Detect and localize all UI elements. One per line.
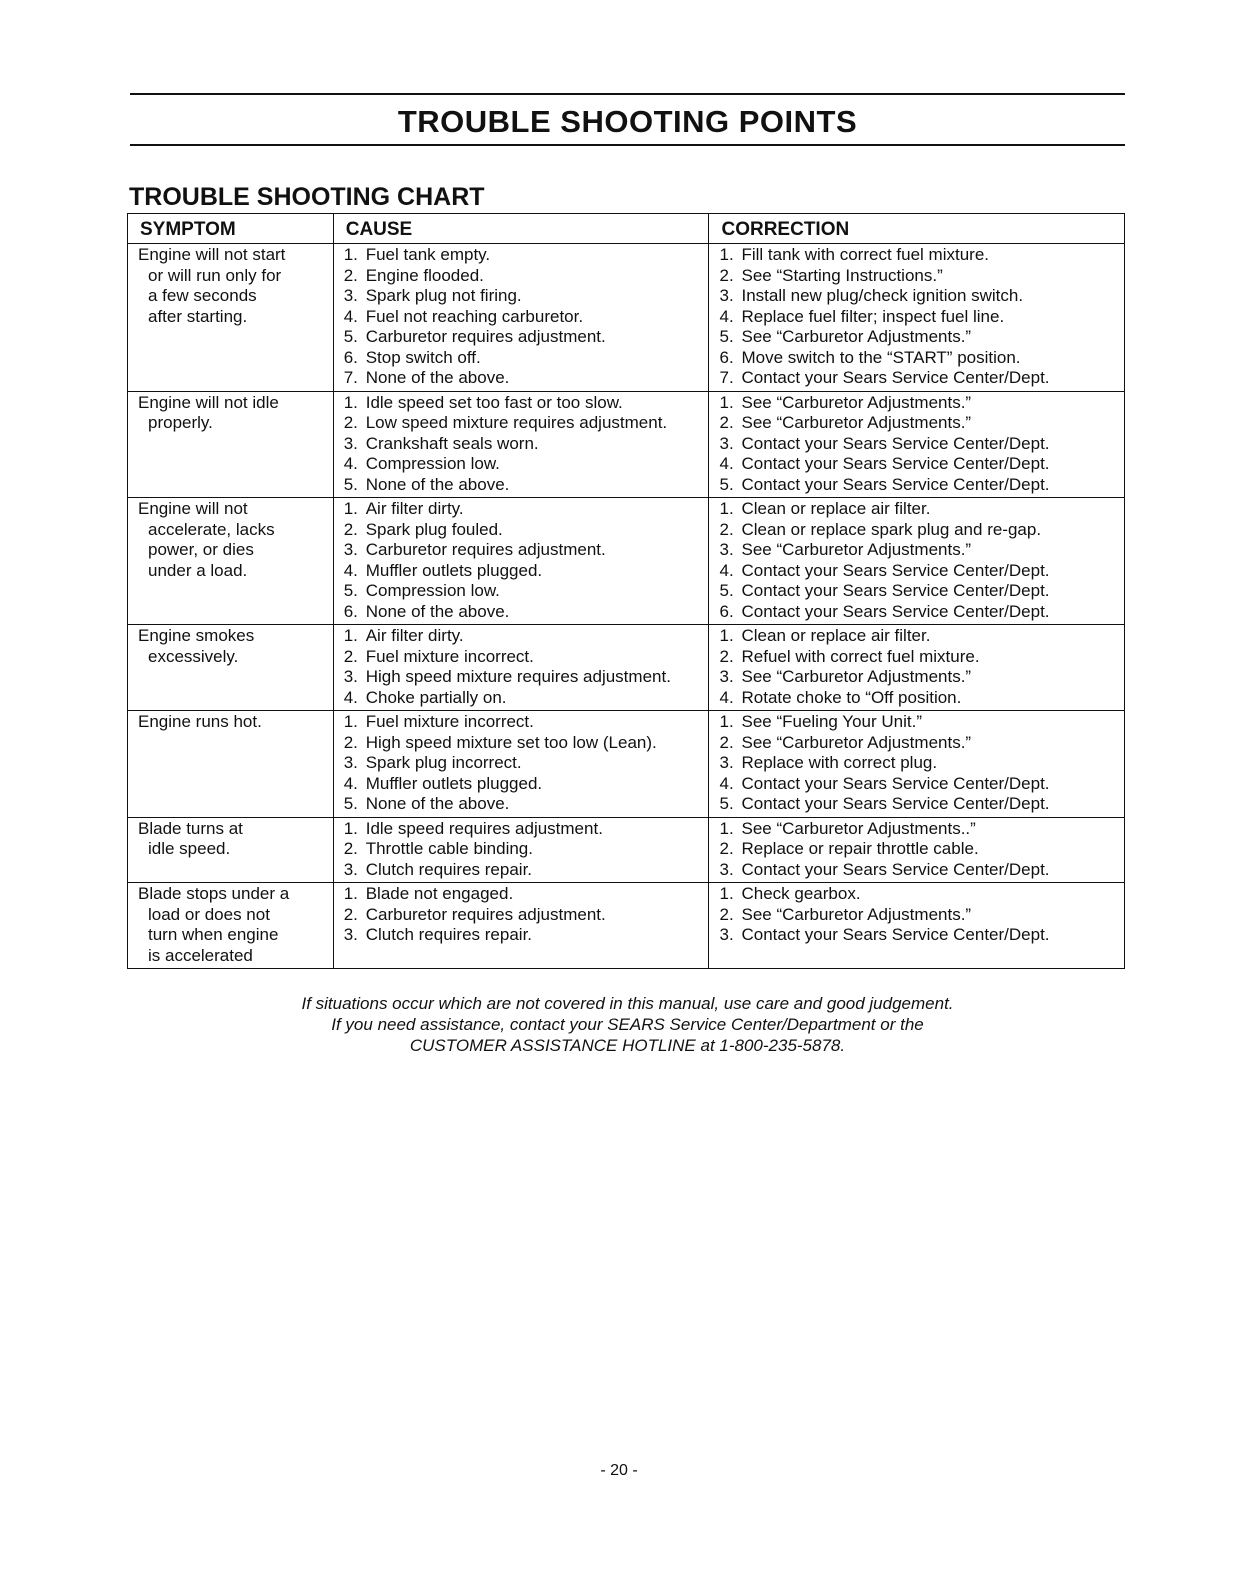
item-number: 5. xyxy=(719,474,734,494)
correction-item xyxy=(719,520,1114,541)
correction-text: Contact your Sears Service Center/Dept. xyxy=(741,859,1050,879)
correction-item xyxy=(719,348,1114,369)
column-header-symptom: SYMPTOM xyxy=(128,214,334,244)
correction-item xyxy=(719,286,1114,307)
correction-text: Move switch to the “START” position. xyxy=(741,347,1021,367)
correction-text: See “Carburetor Adjustments.” xyxy=(741,413,972,432)
chart-title: TROUBLE SHOOTING CHART xyxy=(129,183,485,211)
correction-item xyxy=(719,667,1114,688)
cause-text: Spark plug incorrect. xyxy=(365,753,522,772)
item-number: 2. xyxy=(719,265,734,285)
correction-cell xyxy=(709,883,1125,969)
cause-item xyxy=(344,266,699,287)
cause-text: None of the above. xyxy=(365,474,510,494)
table-row xyxy=(128,817,1125,883)
correction-text: Fill tank with correct fuel mixture. xyxy=(741,245,989,264)
item-number: 2. xyxy=(719,519,734,539)
symptom-cell xyxy=(128,391,334,498)
correction-cell xyxy=(709,391,1125,498)
symptom-line: Engine will not start xyxy=(138,245,286,264)
item-number: 6. xyxy=(343,601,358,621)
cause-cell xyxy=(333,625,709,711)
cause-text: Stop switch off. xyxy=(365,347,481,367)
item-number: 1. xyxy=(343,392,358,412)
column-header-correction: CORRECTION xyxy=(709,214,1125,244)
cause-text: Carburetor requires adjustment. xyxy=(365,327,606,346)
item-number: 1. xyxy=(719,245,734,264)
cause-item xyxy=(344,327,699,348)
cause-item xyxy=(344,794,699,815)
correction-item xyxy=(719,245,1114,266)
item-number: 3. xyxy=(719,859,734,879)
item-number: 5. xyxy=(343,474,358,494)
cause-item xyxy=(344,245,699,266)
cause-item xyxy=(344,475,699,496)
correction-item xyxy=(719,540,1114,561)
cause-text: Clutch requires repair. xyxy=(365,859,533,879)
cause-text: Choke partially on. xyxy=(365,687,507,707)
item-number: 1. xyxy=(719,884,734,903)
top-rule xyxy=(130,93,1125,95)
item-number: 1. xyxy=(343,712,358,731)
cause-text: Fuel mixture incorrect. xyxy=(365,646,534,666)
symptom-cell xyxy=(128,711,334,818)
cause-item xyxy=(344,884,699,905)
correction-text: See “Starting Instructions.” xyxy=(741,265,943,285)
symptom-line: load or does not xyxy=(148,904,270,924)
correction-cell xyxy=(709,625,1125,711)
item-number: 1. xyxy=(719,392,734,412)
correction-item xyxy=(719,819,1114,840)
symptom-line: Engine smokes xyxy=(138,626,255,645)
symptom-line: under a load. xyxy=(148,560,248,580)
correction-text: See “Carburetor Adjustments.” xyxy=(741,392,972,412)
cause-text: Compression low. xyxy=(365,581,500,600)
cause-item xyxy=(344,712,699,733)
symptom-line: Engine will not xyxy=(138,499,248,518)
item-number: 3. xyxy=(343,286,358,305)
cause-cell xyxy=(333,817,709,883)
footnote xyxy=(130,993,1125,1056)
table-row xyxy=(128,625,1125,711)
item-number: 1. xyxy=(343,818,358,838)
cause-text: Spark plug fouled. xyxy=(365,519,503,539)
correction-text: Contact your Sears Service Center/Dept. xyxy=(741,794,1050,813)
item-number: 6. xyxy=(719,347,734,367)
item-number: 3. xyxy=(343,925,358,944)
symptom-line: Blade turns at xyxy=(138,818,243,838)
item-number: 6. xyxy=(719,601,734,621)
item-number: 4. xyxy=(719,560,734,580)
correction-item xyxy=(719,475,1114,496)
correction-text: See “Carburetor Adjustments.” xyxy=(741,732,972,752)
item-number: 1. xyxy=(343,245,358,264)
item-number: 3. xyxy=(343,433,358,453)
page-number: - 20 - xyxy=(600,1462,638,1479)
correction-item xyxy=(719,581,1114,602)
symptom-line: or will run only for xyxy=(148,265,282,285)
cause-item xyxy=(344,393,699,414)
cause-cell xyxy=(333,711,709,818)
item-number: 4. xyxy=(719,687,734,707)
correction-text: Clean or replace spark plug and re-gap. xyxy=(741,519,1042,539)
symptom-line: Blade stops under a xyxy=(138,884,290,903)
column-header-cause: CAUSE xyxy=(333,214,709,244)
correction-text: Refuel with correct fuel mixture. xyxy=(741,646,980,666)
item-number: 4. xyxy=(343,306,358,326)
correction-text: Install new plug/check ignition switch. xyxy=(741,286,1024,305)
table-body xyxy=(128,244,1125,969)
correction-text: See “Fueling Your Unit.” xyxy=(741,712,922,731)
correction-item xyxy=(719,794,1114,815)
item-number: 4. xyxy=(343,454,358,473)
symptom-cell xyxy=(128,244,334,392)
correction-text: Replace or repair throttle cable. xyxy=(741,839,979,858)
symptom-cell xyxy=(128,817,334,883)
footnote-line-1: If situations occur which are not covered in this manual, use care and good judgement. xyxy=(301,994,954,1013)
correction-item xyxy=(719,753,1114,774)
correction-text: Replace fuel filter; inspect fuel line. xyxy=(741,306,1005,326)
cause-item xyxy=(344,581,699,602)
correction-text: Contact your Sears Service Center/Dept. xyxy=(741,601,1050,621)
correction-text: Contact your Sears Service Center/Dept. xyxy=(741,368,1050,387)
symptom-line: properly. xyxy=(148,413,213,432)
symptom-cell xyxy=(128,625,334,711)
correction-text: See “Carburetor Adjustments.” xyxy=(741,667,972,686)
correction-item xyxy=(719,839,1114,860)
correction-item xyxy=(719,393,1114,414)
item-number: 1. xyxy=(719,818,734,838)
correction-item xyxy=(719,561,1114,582)
item-number: 7. xyxy=(719,368,734,387)
cause-item xyxy=(344,499,699,520)
item-number: 7. xyxy=(343,368,358,387)
correction-text: Replace with correct plug. xyxy=(741,753,938,772)
correction-text: Contact your Sears Service Center/Dept. xyxy=(741,925,1050,944)
item-number: 4. xyxy=(343,687,358,707)
title-bottom-rule xyxy=(130,144,1125,146)
symptom-line: accelerate, lacks xyxy=(148,519,275,539)
correction-item xyxy=(719,733,1114,754)
symptom-line: Engine runs hot. xyxy=(138,712,262,731)
cause-item xyxy=(344,286,699,307)
correction-item xyxy=(719,499,1114,520)
cause-text: Idle speed requires adjustment. xyxy=(365,818,603,838)
correction-text: Clean or replace air filter. xyxy=(741,499,931,518)
cause-text: Carburetor requires adjustment. xyxy=(365,540,606,559)
correction-text: See “Carburetor Adjustments..” xyxy=(741,818,976,838)
correction-cell xyxy=(709,498,1125,625)
correction-text: Check gearbox. xyxy=(741,884,861,903)
item-number: 2. xyxy=(343,519,358,539)
item-number: 4. xyxy=(719,454,734,473)
item-number: 3. xyxy=(343,540,358,559)
correction-text: See “Carburetor Adjustments.” xyxy=(741,327,972,346)
cause-item xyxy=(344,626,699,647)
footnote-line-3: CUSTOMER ASSISTANCE HOTLINE at 1-800-235-5878. xyxy=(409,1036,846,1055)
cause-text: Muffler outlets plugged. xyxy=(365,773,543,793)
symptom-cell xyxy=(128,883,334,969)
correction-item xyxy=(719,925,1114,946)
cause-text: Fuel mixture incorrect. xyxy=(365,712,534,731)
cause-text: None of the above. xyxy=(365,794,510,813)
correction-cell xyxy=(709,244,1125,392)
symptom-line: after starting. xyxy=(148,306,248,326)
table-row xyxy=(128,391,1125,498)
item-number: 5. xyxy=(343,794,358,813)
correction-text: Contact your Sears Service Center/Dept. xyxy=(741,454,1050,473)
symptom-line: is accelerated xyxy=(148,945,253,965)
item-number: 5. xyxy=(719,581,734,600)
cause-item xyxy=(344,839,699,860)
symptom-line: a few seconds xyxy=(148,286,257,305)
item-number: 2. xyxy=(719,839,734,858)
item-number: 2. xyxy=(343,646,358,666)
item-number: 2. xyxy=(719,646,734,666)
correction-text: Contact your Sears Service Center/Dept. xyxy=(741,560,1050,580)
item-number: 3. xyxy=(719,433,734,453)
cause-item xyxy=(344,561,699,582)
item-number: 2. xyxy=(343,904,358,924)
cause-item xyxy=(344,520,699,541)
cause-text: Idle speed set too fast or too slow. xyxy=(365,392,623,412)
cause-item xyxy=(344,540,699,561)
correction-text: Rotate choke to “Off position. xyxy=(741,687,962,707)
item-number: 2. xyxy=(343,265,358,285)
cause-item xyxy=(344,307,699,328)
item-number: 3. xyxy=(343,667,358,686)
item-number: 4. xyxy=(343,560,358,580)
symptom-line: turn when engine xyxy=(148,925,279,944)
cause-item xyxy=(344,348,699,369)
item-number: 2. xyxy=(343,732,358,752)
correction-item xyxy=(719,454,1114,475)
cause-text: High speed mixture set too low (Lean). xyxy=(365,732,657,752)
cause-text: Air filter dirty. xyxy=(365,499,464,518)
cause-text: Clutch requires repair. xyxy=(365,925,533,944)
item-number: 3. xyxy=(719,925,734,944)
cause-item xyxy=(344,602,699,623)
cause-item xyxy=(344,925,699,946)
correction-item xyxy=(719,774,1114,795)
cause-item xyxy=(344,753,699,774)
item-number: 1. xyxy=(719,626,734,645)
item-number: 4. xyxy=(719,306,734,326)
item-number: 2. xyxy=(343,839,358,858)
cause-item xyxy=(344,688,699,709)
cause-text: Low speed mixture requires adjustment. xyxy=(365,413,668,432)
item-number: 1. xyxy=(343,884,358,903)
cause-cell xyxy=(333,244,709,392)
cause-item xyxy=(344,860,699,881)
table-row xyxy=(128,498,1125,625)
symptom-cell xyxy=(128,498,334,625)
correction-item xyxy=(719,413,1114,434)
item-number: 4. xyxy=(719,773,734,793)
correction-item xyxy=(719,626,1114,647)
item-number: 3. xyxy=(719,540,734,559)
cause-text: High speed mixture requires adjustment. xyxy=(365,667,671,686)
item-number: 3. xyxy=(719,753,734,772)
item-number: 2. xyxy=(719,732,734,752)
footnote-line-2: If you need assistance, contact your SEARS Service Center/Department or the xyxy=(331,1015,924,1034)
page-title: TROUBLE SHOOTING POINTS xyxy=(397,104,858,139)
correction-text: Clean or replace air filter. xyxy=(741,626,931,645)
correction-cell xyxy=(709,711,1125,818)
item-number: 3. xyxy=(343,753,358,772)
cause-item xyxy=(344,413,699,434)
item-number: 3. xyxy=(719,286,734,305)
cause-text: Muffler outlets plugged. xyxy=(365,560,543,580)
correction-text: See “Carburetor Adjustments.” xyxy=(741,540,972,559)
item-number: 5. xyxy=(719,327,734,346)
correction-item xyxy=(719,905,1114,926)
correction-item xyxy=(719,712,1114,733)
item-number: 1. xyxy=(343,626,358,645)
table-header-row xyxy=(128,214,1125,244)
table-row xyxy=(128,244,1125,392)
cause-text: Fuel tank empty. xyxy=(365,245,491,264)
symptom-line: power, or dies xyxy=(148,540,254,559)
correction-item xyxy=(719,860,1114,881)
item-number: 1. xyxy=(719,499,734,518)
cause-text: Engine flooded. xyxy=(365,265,484,285)
cause-item xyxy=(344,774,699,795)
cause-item xyxy=(344,819,699,840)
cause-text: Blade not engaged. xyxy=(365,884,514,903)
cause-cell xyxy=(333,498,709,625)
cause-item xyxy=(344,905,699,926)
symptom-line: Engine will not idle xyxy=(138,392,279,412)
correction-text: See “Carburetor Adjustments.” xyxy=(741,904,972,924)
cause-text: Compression low. xyxy=(365,454,500,473)
correction-text: Contact your Sears Service Center/Dept. xyxy=(741,474,1050,494)
item-number: 4. xyxy=(343,773,358,793)
cause-item xyxy=(344,454,699,475)
correction-item xyxy=(719,884,1114,905)
cause-cell xyxy=(333,391,709,498)
item-number: 6. xyxy=(343,347,358,367)
cause-text: Carburetor requires adjustment. xyxy=(365,904,606,924)
cause-item xyxy=(344,733,699,754)
correction-text: Contact your Sears Service Center/Dept. xyxy=(741,581,1050,600)
correction-item xyxy=(719,688,1114,709)
item-number: 5. xyxy=(343,327,358,346)
item-number: 5. xyxy=(343,581,358,600)
correction-item xyxy=(719,368,1114,389)
item-number: 2. xyxy=(719,904,734,924)
item-number: 3. xyxy=(343,859,358,879)
item-number: 1. xyxy=(719,712,734,731)
correction-item xyxy=(719,647,1114,668)
item-number: 2. xyxy=(343,413,358,432)
correction-item xyxy=(719,327,1114,348)
correction-item xyxy=(719,266,1114,287)
table-row xyxy=(128,711,1125,818)
correction-item xyxy=(719,602,1114,623)
cause-cell xyxy=(333,883,709,969)
correction-text: Contact your Sears Service Center/Dept. xyxy=(741,433,1050,453)
trouble-shooting-table xyxy=(127,213,1125,969)
cause-item xyxy=(344,434,699,455)
cause-text: None of the above. xyxy=(365,368,510,387)
table-row xyxy=(128,883,1125,969)
correction-cell xyxy=(709,817,1125,883)
item-number: 1. xyxy=(343,499,358,518)
correction-text: Contact your Sears Service Center/Dept. xyxy=(741,773,1050,793)
item-number: 2. xyxy=(719,413,734,432)
cause-item xyxy=(344,667,699,688)
symptom-line: excessively. xyxy=(148,646,239,666)
correction-item xyxy=(719,434,1114,455)
cause-text: Fuel not reaching carburetor. xyxy=(365,306,584,326)
item-number: 3. xyxy=(719,667,734,686)
item-number: 5. xyxy=(719,794,734,813)
correction-item xyxy=(719,307,1114,328)
cause-text: Throttle cable binding. xyxy=(365,839,533,858)
cause-item xyxy=(344,647,699,668)
cause-text: Crankshaft seals worn. xyxy=(365,433,539,453)
cause-item xyxy=(344,368,699,389)
symptom-line: idle speed. xyxy=(148,839,231,858)
cause-text: Spark plug not firing. xyxy=(365,286,522,305)
cause-text: Air filter dirty. xyxy=(365,626,464,645)
cause-text: None of the above. xyxy=(365,601,510,621)
